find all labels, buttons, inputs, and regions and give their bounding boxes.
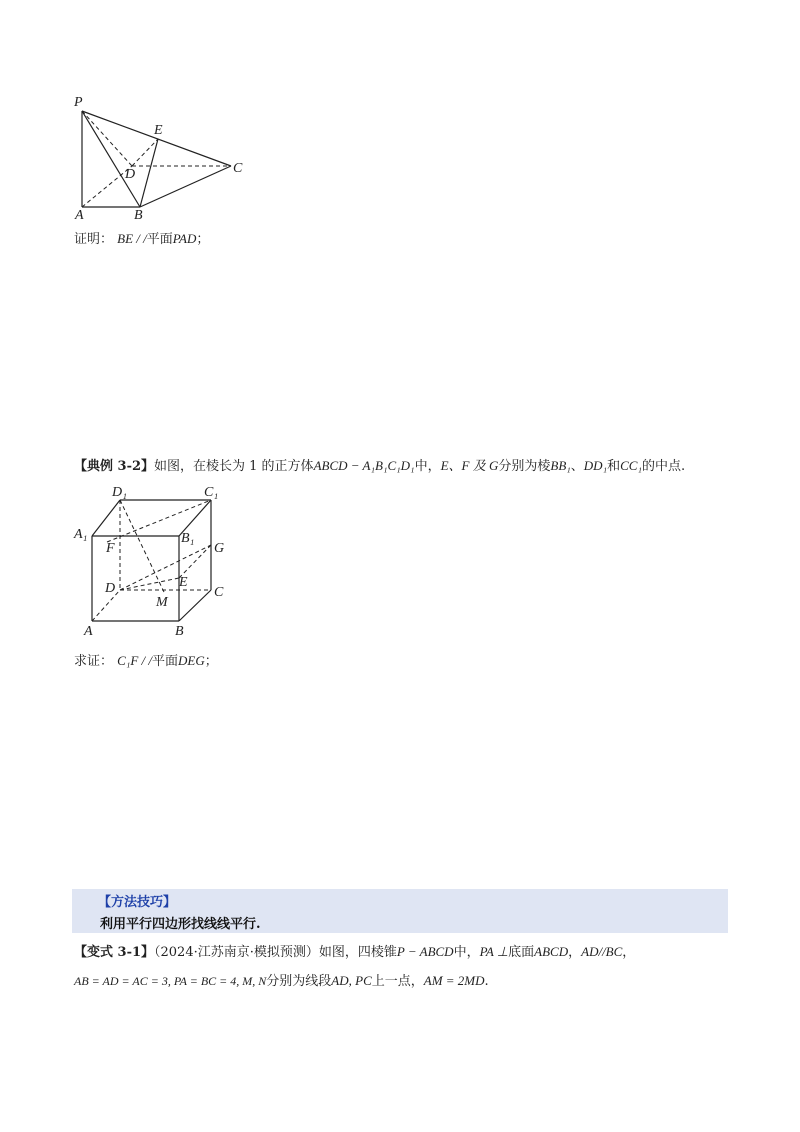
example-text: 和 <box>607 459 621 474</box>
label-F: F <box>106 541 115 556</box>
base-name: ABCD <box>534 944 569 959</box>
label-D: D <box>125 167 136 182</box>
cube-figure <box>72 482 237 640</box>
example-text: 中， <box>414 459 441 474</box>
proof-statement-1 <box>74 230 209 249</box>
method-body: 利用平行四边形找线线平行. <box>100 917 261 932</box>
proof-prefix: 求证： <box>74 654 114 669</box>
proof-suffix: 平面 <box>152 654 179 669</box>
proof-math: C₁F / / <box>117 653 153 668</box>
variant-text: 上一点， <box>371 974 424 989</box>
segments: AD, PC <box>331 973 372 988</box>
label-C1: C₁ <box>204 485 219 500</box>
lengths: AB = AD = AC = 3, PA = BC = 4, M, N <box>74 974 267 988</box>
proof-end: ； <box>204 654 218 669</box>
example-text: 分别为棱 <box>498 459 551 474</box>
label-A1: A₁ <box>74 527 88 542</box>
condition-perp: PA ⊥ <box>479 944 509 959</box>
condition-am: AM = 2MD <box>423 973 485 988</box>
example-statement <box>74 457 685 476</box>
edge-cc1: CC₁ <box>620 458 642 473</box>
variant-line-2 <box>74 972 489 991</box>
label-C: C <box>233 161 243 176</box>
label-D: D <box>105 581 116 596</box>
proof-math: BE / / <box>117 231 147 246</box>
edge-dd1: DD₁ <box>583 458 608 473</box>
label-A: A <box>84 624 93 639</box>
method-title: 【方法技巧】 <box>98 895 177 910</box>
proof-suffix: 平面 <box>146 232 173 247</box>
variant-text: ， <box>568 945 582 960</box>
method-box <box>72 889 728 933</box>
variant-text: ， <box>622 945 636 960</box>
proof-plane: DEG <box>178 653 205 668</box>
label-C: C <box>214 585 224 600</box>
label-D1: D₁ <box>112 485 127 500</box>
variant-text: 底面 <box>508 945 535 960</box>
label-P: P <box>74 95 83 110</box>
pyramid-figure <box>68 92 258 224</box>
label-B: B <box>175 624 184 639</box>
proof-prefix: 证明： <box>74 232 114 247</box>
label-M: M <box>156 595 168 610</box>
pyramid-name: P − ABCD <box>396 944 454 959</box>
label-A: A <box>75 208 84 223</box>
edge-bb1: BB₁ <box>550 458 571 473</box>
variant-text: . <box>484 974 489 989</box>
proof-end: ； <box>196 232 210 247</box>
example-text: 的中点. <box>641 459 686 474</box>
midpoints: E、F 及 G <box>440 458 499 473</box>
proof-statement-2 <box>74 652 218 671</box>
variant-tag: 【变式 3-1】 <box>74 945 155 960</box>
example-text: 、 <box>570 459 584 474</box>
variant-text: 如图，四棱锥 <box>318 945 397 960</box>
label-E: E <box>179 575 188 590</box>
proof-plane: PAD <box>172 231 197 246</box>
condition-parallel: AD//BC <box>581 944 623 959</box>
example-tag: 【典例 3-2】 <box>74 459 155 474</box>
variant-text: 分别为线段 <box>266 974 332 989</box>
label-B: B <box>134 208 143 223</box>
label-G: G <box>214 541 225 556</box>
variant-text: 中， <box>453 945 480 960</box>
variant-source: （2024·江苏南京·模拟预测） <box>154 945 319 960</box>
cube-name: ABCD − A₁B₁C₁D₁ <box>313 458 415 473</box>
label-E: E <box>154 123 163 138</box>
variant-line-1 <box>74 943 635 962</box>
label-B1: B₁ <box>181 531 195 546</box>
example-text: 如图，在棱长为 1 的正方体 <box>154 459 314 474</box>
